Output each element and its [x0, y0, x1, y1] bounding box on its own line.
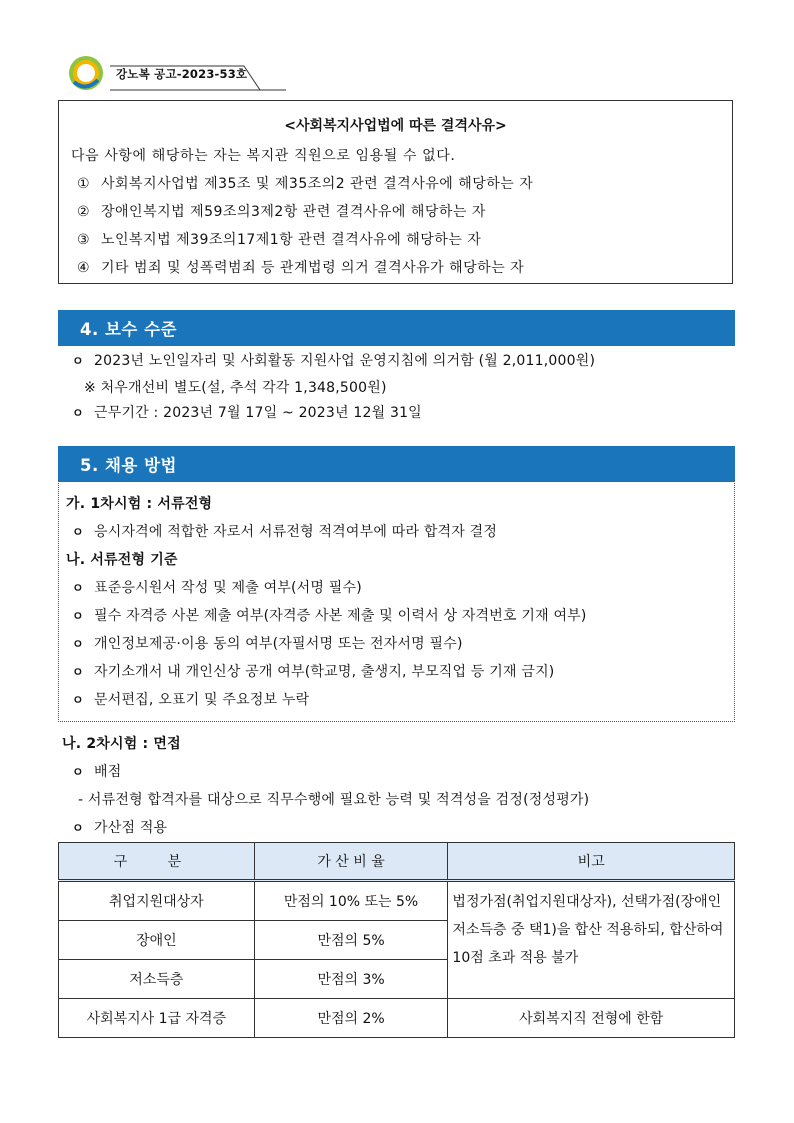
disqualification-box — [58, 100, 733, 284]
category-cell: 저소득층 — [59, 960, 255, 999]
document-number: 강노복 공고-2023-53호 — [116, 67, 248, 81]
item-number: ④ — [77, 260, 91, 276]
bullet-text: 가산점 적용 — [94, 820, 168, 836]
table-header-row — [59, 843, 735, 881]
header-category: 구 분 — [59, 843, 255, 881]
disqualification-item — [77, 257, 524, 277]
bullet-text: 개인정보제공·이용 동의 여부(자필서명 또는 전자서명 필수) — [94, 636, 463, 652]
screening-criteria-heading: 나. 서류전형 기준 — [66, 552, 178, 568]
bullet-text: 배점 — [94, 764, 122, 780]
bullet-icon: ㅇ — [72, 406, 84, 420]
table-row — [59, 999, 735, 1038]
bullet-text: 문서편집, 오표기 및 주요정보 누락 — [94, 692, 310, 708]
category-cell: 사회복지사 1급 자격증 — [59, 999, 255, 1038]
bullet-text: 자기소개서 내 개인신상 공개 여부(학교명, 출생지, 부모직업 등 기재 금지) — [94, 664, 555, 680]
criteria-bullet — [72, 605, 587, 625]
bullet-icon: ㅇ — [72, 354, 84, 368]
disqualification-item — [77, 201, 486, 221]
item-number: ① — [77, 176, 91, 192]
bullet-text: 2023년 노인일자리 및 사회활동 지원사업 운영지침에 의거함 (월 2,011,000원) — [94, 353, 596, 369]
item-text: 노인복지법 제39조의17제1항 관련 결격사유에 해당하는 자 — [101, 232, 482, 248]
rate-cell: 만점의 2% — [254, 999, 448, 1038]
criteria-bullet — [72, 689, 309, 709]
section-title: 5. 채용 방법 — [80, 456, 177, 475]
bullet-icon: ㅇ — [72, 693, 84, 707]
bonus-points-table — [58, 842, 735, 1038]
bullet-text: 응시자격에 적합한 자로서 서류전형 적격여부에 따라 합격자 결정 — [94, 524, 498, 540]
item-number: ② — [77, 204, 91, 220]
bullet-icon: ㅇ — [72, 525, 84, 539]
rate-cell: 만점의 5% — [254, 921, 448, 960]
criteria-bullet — [72, 661, 554, 681]
bullet-text: 근무기간 : 2023년 7월 17일 ~ 2023년 12월 31일 — [94, 405, 422, 421]
bullet-icon: ㅇ — [72, 637, 84, 651]
second-exam-heading: 나. 2차시험 : 면접 — [62, 736, 181, 752]
period-bullet — [72, 402, 422, 422]
rate-cell: 만점의 10% 또는 5% — [254, 881, 448, 921]
item-text: 장애인복지법 제59조의3제2항 관련 결격사유에 해당하는 자 — [101, 204, 486, 220]
category-cell: 장애인 — [59, 921, 255, 960]
category-cell: 취업지원대상자 — [59, 881, 255, 921]
header-note: 비고 — [448, 843, 735, 881]
screening-box — [58, 480, 735, 722]
note-cell: 법정가점(취업지원대상자), 선택가점(장애인 저소득층 중 택1)을 합산 적용하되, 합산하여 10점 초과 적용 불가 — [448, 881, 735, 999]
section-title: 4. 보수 수준 — [80, 320, 177, 339]
item-text: 기타 범죄 및 성폭력범죄 등 관계법령 의거 결격사유가 해당하는 자 — [101, 260, 525, 276]
section-5-header — [58, 446, 735, 482]
item-number: ③ — [77, 232, 91, 248]
item-text: 사회복지사업법 제35조 및 제35조의2 관련 결격사유에 해당하는 자 — [101, 176, 534, 192]
bullet-icon: ㅇ — [72, 765, 84, 779]
disqualification-item — [77, 173, 533, 193]
table-row — [59, 881, 735, 921]
section-4-header — [58, 310, 735, 346]
bullet-text: 필수 자격증 사본 제출 여부(자격증 사본 제출 및 이력서 상 자격번호 기재 여부) — [94, 608, 587, 624]
bullet-icon: ㅇ — [72, 665, 84, 679]
header-rate: 가 산 비 율 — [254, 843, 448, 881]
bullet-text: 표준응시원서 작성 및 제출 여부(서명 필수) — [94, 580, 362, 596]
scoring-bullet — [72, 761, 121, 781]
rate-cell: 만점의 3% — [254, 960, 448, 999]
bullet-icon: ㅇ — [72, 821, 84, 835]
first-exam-heading: 가. 1차시험 : 서류전형 — [66, 496, 213, 512]
salary-note: ※ 처우개선비 별도(설, 추석 각각 1,348,500원) — [84, 380, 387, 396]
bullet-icon: ㅇ — [72, 581, 84, 595]
bonus-points-bullet — [72, 817, 167, 837]
criteria-bullet — [72, 633, 463, 653]
first-exam-bullet — [72, 521, 497, 541]
salary-bullet — [72, 350, 595, 370]
note-cell: 사회복지직 전형에 한함 — [448, 999, 735, 1038]
disqualification-title: <사회복지사업법에 따른 결격사유> — [284, 118, 507, 134]
disqualification-intro: 다음 사항에 해당하는 자는 복지관 직원으로 임용될 수 없다. — [71, 148, 456, 164]
bullet-icon: ㅇ — [72, 609, 84, 623]
document-header — [64, 52, 290, 94]
criteria-bullet — [72, 577, 362, 597]
scoring-detail: - 서류전형 합격자를 대상으로 직무수행에 필요한 능력 및 적격성을 검정(정성평가) — [78, 792, 590, 808]
disqualification-item — [77, 229, 481, 249]
